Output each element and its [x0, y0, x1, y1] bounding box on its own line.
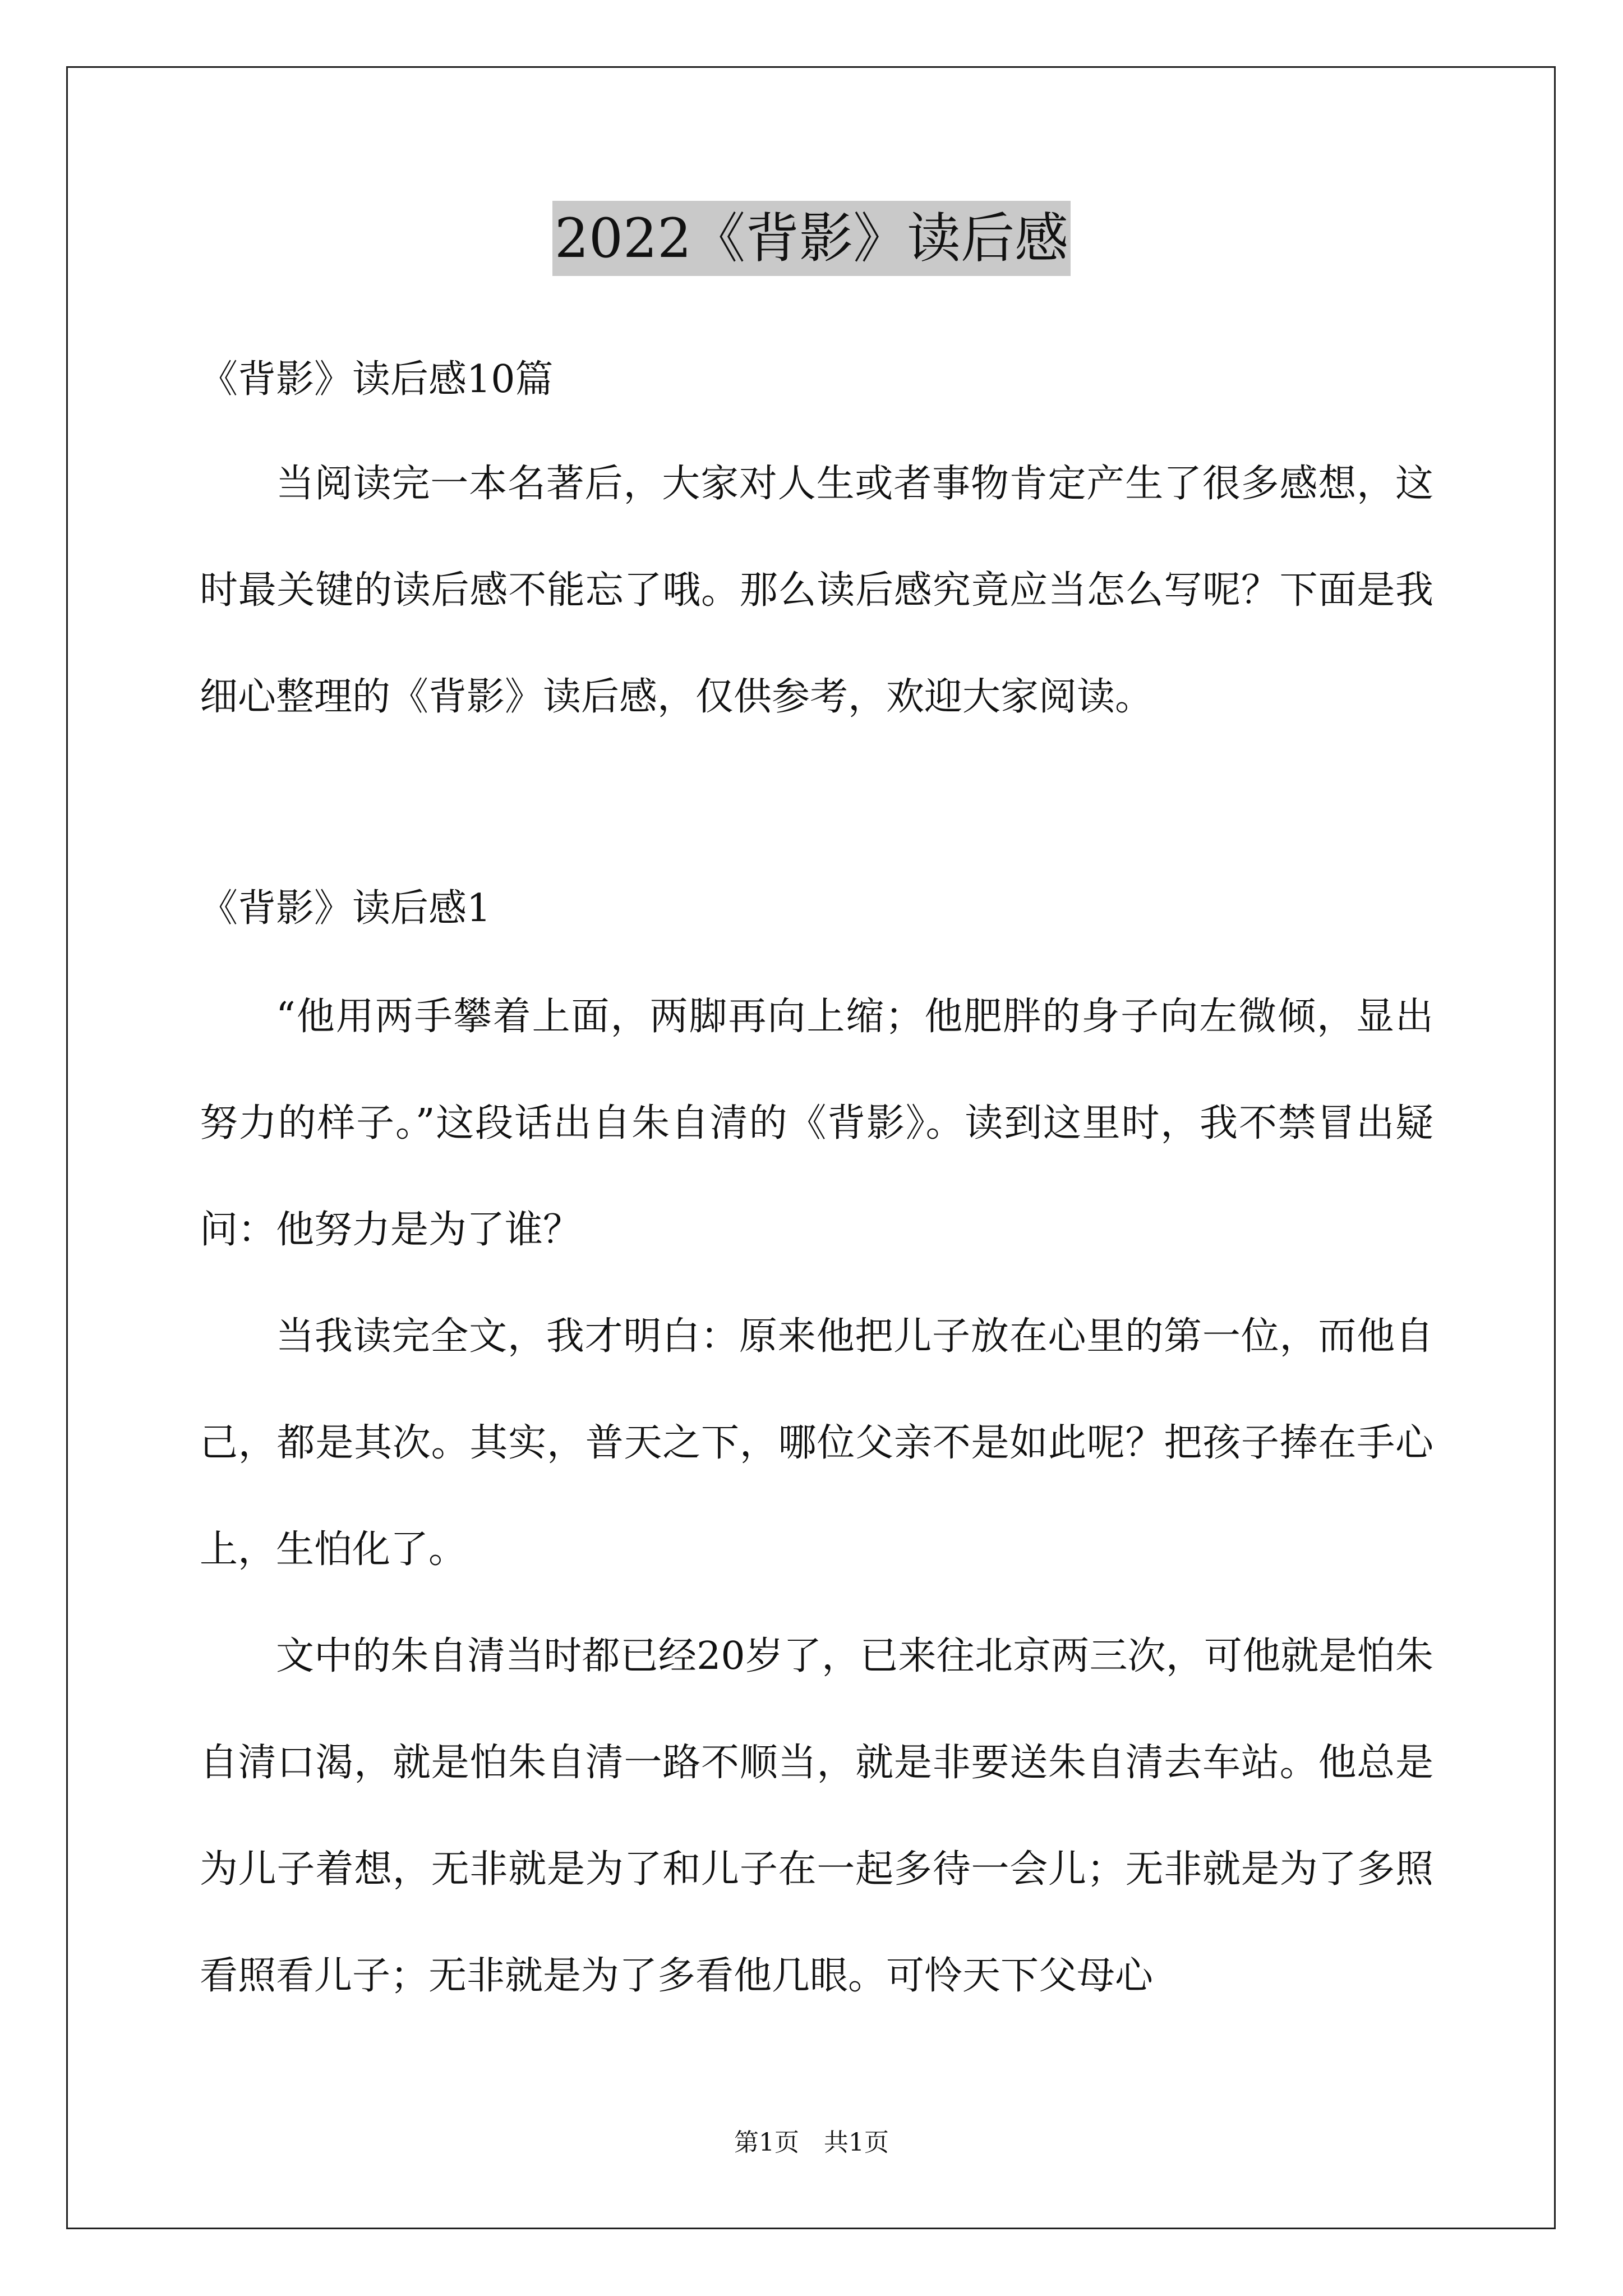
intro-paragraph: 当阅读完一本名著后，大家对人生或者事物肯定产生了很多感想，这时最关键的读后感不能忘了哦。那么读后感究竟应当怎么写呢？下面是我细心整理的《背影》读后感，仅供参考，欢迎大家阅读。 — [200, 462, 1433, 719]
section-heading: 《背影》读后感1 — [200, 886, 491, 931]
document-title: 2022《背影》读后感 — [552, 201, 1071, 276]
body-paragraph-3: 文中的朱自清当时都已经20岁了，已来往北京两三次，可他就是怕朱自清口渴，就是怕朱自清一路不顺当，就是非要送朱自清去车站。他总是为儿子着想，无非就是为了和儿子在一起多待一会儿；无非就是为了多照看照看儿子；无非就是为了多看他几眼。可怜天下父母心 — [200, 1634, 1433, 1998]
body-paragraph-2: 当我读完全文，我才明白：原来他把儿子放在心里的第一位，而他自己，都是其次。其实，普天之下，哪位父亲不是如此呢？把孩子捧在手心上，生怕化了。 — [200, 1314, 1433, 1572]
document-subtitle: 《背影》读后感10篇 — [200, 357, 554, 402]
title-container — [0, 201, 1623, 276]
page-footer: 第1页 共1页 — [734, 2128, 889, 2157]
body-paragraph-1: “他用两手攀着上面，两脚再向上缩；他肥胖的身子向左微倾，显出努力的样子。”这段话出自朱自清的《背影》。读到这里时，我不禁冒出疑问：他努力是为了谁？ — [200, 995, 1433, 1252]
